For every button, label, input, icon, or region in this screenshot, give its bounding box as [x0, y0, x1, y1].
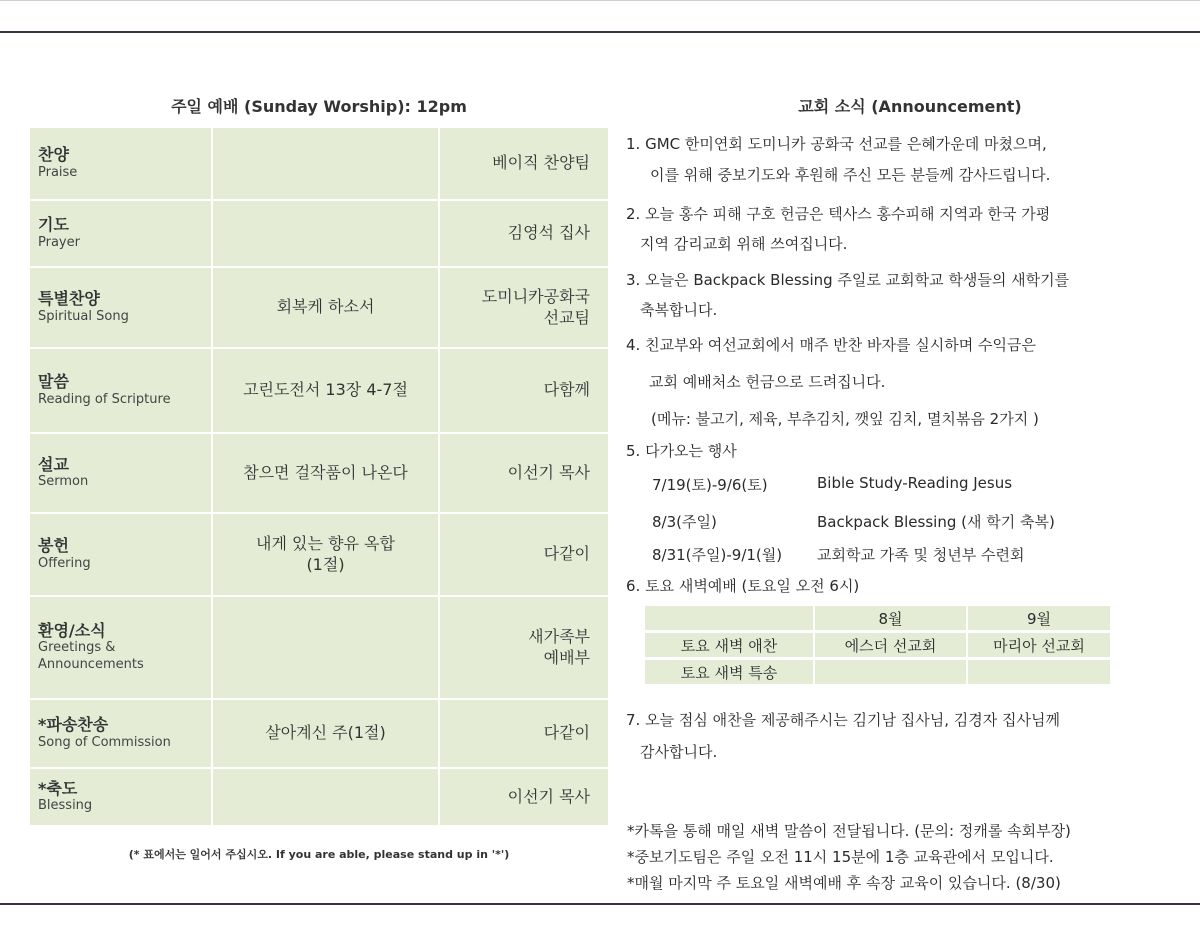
worship-row-scripture: [30, 349, 608, 434]
announcement-2: 2. 오늘 홍수 피해 구호 헌금은 텍사스 홍수피해 지역과 한국 가평: [626, 205, 1051, 223]
item-en: Prayer: [38, 234, 80, 250]
item-en: Song of Commission: [38, 734, 171, 750]
worship-item: [30, 700, 213, 767]
event-date: 8/3(주일): [652, 513, 717, 531]
announcement-6: 6. 토요 새벽예배 (토요일 오전 6시): [626, 577, 860, 595]
item-leader: 다같이: [543, 723, 590, 743]
footnote: *매월 마지막 주 토요일 새벽예배 후 속장 교육이 있습니다. (8/30): [627, 874, 1061, 892]
item-leader: 다함께: [543, 380, 590, 400]
announcement-5: 5. 다가오는 행사: [626, 442, 737, 460]
worship-item: [30, 201, 213, 266]
worship-title: 주일 예배 (Sunday Worship): 12pm: [171, 97, 467, 116]
table-cell: 마리아 선교회: [968, 633, 1110, 657]
event-date: 7/19(토)-9/6(토): [652, 476, 768, 494]
worship-item: [30, 769, 213, 825]
worship-row-greetings: [30, 597, 608, 700]
announcement-1: 1. GMC 한미연회 도미니카 공화국 선교를 은혜가운데 마쳤으며,: [626, 135, 1047, 153]
worship-item: [30, 597, 213, 698]
announcement-3-cont: 축복합니다.: [640, 301, 718, 319]
item-leader: 김영석 집사: [507, 223, 590, 243]
table-row: [645, 660, 1110, 684]
announcement-7-cont: 감사합니다.: [640, 743, 718, 761]
item-ko: 봉헌: [38, 536, 69, 556]
table-cell: 토요 새벽 애찬: [645, 633, 813, 657]
item-ko: *축도: [38, 778, 78, 798]
event-desc: Backpack Blessing (새 학기 축복): [817, 513, 1055, 531]
item-en: Spiritual Song: [38, 308, 129, 324]
announcement-3: 3. 오늘은 Backpack Blessing 주일로 교회학교 학생들의 새학기를: [626, 271, 1070, 289]
item-ko: 찬양: [38, 145, 69, 165]
top-border: [0, 0, 1200, 1]
item-en: Sermon: [38, 474, 89, 490]
item-leader: 도미니카공화국 선교팀: [481, 286, 590, 327]
item-leader: 이선기 목사: [507, 786, 590, 806]
worship-row-sermon: [30, 434, 608, 514]
item-content: [213, 128, 440, 199]
item-content: 참으면 걸작품이 나온다: [213, 434, 440, 512]
worship-row-offering: [30, 514, 608, 597]
worship-row-commission: [30, 700, 608, 769]
worship-item: [30, 349, 213, 432]
event-desc: Bible Study-Reading Jesus: [817, 474, 1013, 492]
item-content: [213, 201, 440, 266]
event-desc: 교회학교 가족 및 청년부 수련회: [817, 546, 1025, 564]
item-en: Praise: [38, 164, 78, 180]
worship-item: [30, 514, 213, 595]
item-leader: 다같이: [543, 544, 590, 564]
event-date: 8/31(주일)-9/1(월): [652, 546, 783, 564]
table-cell: [645, 606, 813, 630]
worship-row-special-song: [30, 268, 608, 349]
item-leader: 새가족부 예배부: [528, 626, 590, 667]
table-row: [645, 606, 1110, 630]
item-content: 고린도전서 13장 4-7절: [213, 349, 440, 432]
item-content: 살아계신 주(1절): [213, 700, 440, 767]
dawn-service-table: [643, 603, 1112, 687]
item-content: 회복케 하소서: [213, 268, 440, 347]
worship-item: [30, 434, 213, 512]
announcement-4: 4. 친교부와 여선교회에서 매주 반찬 바자를 실시하며 수익금은: [626, 336, 1036, 354]
announcement-4-menu: (메뉴: 불고기, 제육, 부추김치, 깻잎 김치, 멸치볶음 2가지 ): [651, 410, 1039, 428]
worship-row-prayer: [30, 201, 608, 268]
item-ko: 설교: [38, 454, 69, 474]
announcement-2-cont: 지역 감리교회 위해 쓰여집니다.: [640, 235, 848, 253]
item-en: Blessing: [38, 798, 93, 814]
footnote: *카톡을 통해 매일 새벽 말씀이 전달됩니다. (문의: 정캐롤 속회부장): [627, 822, 1071, 840]
worship-row-blessing: [30, 769, 608, 827]
item-en: Reading of Scripture: [38, 391, 171, 407]
worship-order-table: [30, 128, 608, 827]
worship-item: [30, 128, 213, 199]
worship-item: [30, 268, 213, 347]
item-content: [213, 769, 440, 825]
worship-row-praise: [30, 128, 608, 201]
item-ko: *파송찬송: [38, 715, 109, 735]
item-ko: 기도: [38, 215, 69, 235]
announcement-1-cont: 이를 위해 중보기도와 후원해 주신 모든 분들께 감사드립니다.: [650, 166, 1051, 184]
item-ko: 말씀: [38, 372, 69, 392]
table-cell: [815, 660, 966, 684]
top-divider: [0, 31, 1200, 33]
item-content: 내게 있는 향유 옥합 (1절): [213, 514, 440, 595]
table-row: [645, 633, 1110, 657]
table-cell: 9월: [968, 606, 1110, 630]
standing-note: (* 표에서는 일어서 주십시오. If you are able, please stand up in '*'): [128, 848, 510, 861]
item-content: [213, 597, 440, 698]
table-cell: 에스더 선교회: [815, 633, 966, 657]
item-ko: 환영/소식: [38, 621, 106, 641]
item-leader: 베이직 찬양팀: [492, 153, 590, 173]
item-leader: 이선기 목사: [507, 462, 590, 482]
bottom-divider: [0, 903, 1200, 905]
table-cell: 토요 새벽 특송: [645, 660, 813, 684]
table-cell: 8월: [815, 606, 966, 630]
item-en: Greetings & Announcements: [38, 640, 144, 672]
footnote: *중보기도팀은 주일 오전 11시 15분에 1층 교육관에서 모입니다.: [627, 848, 1054, 866]
announcement-7: 7. 오늘 점심 애찬을 제공해주시는 김기남 집사님, 김경자 집사님께: [626, 711, 1060, 729]
table-cell: [968, 660, 1110, 684]
announcement-4-cont: 교회 예배처소 헌금으로 드려집니다.: [649, 373, 886, 391]
item-ko: 특별찬양: [38, 289, 100, 309]
item-en: Offering: [38, 555, 91, 571]
announcement-title: 교회 소식 (Announcement): [798, 97, 1022, 116]
